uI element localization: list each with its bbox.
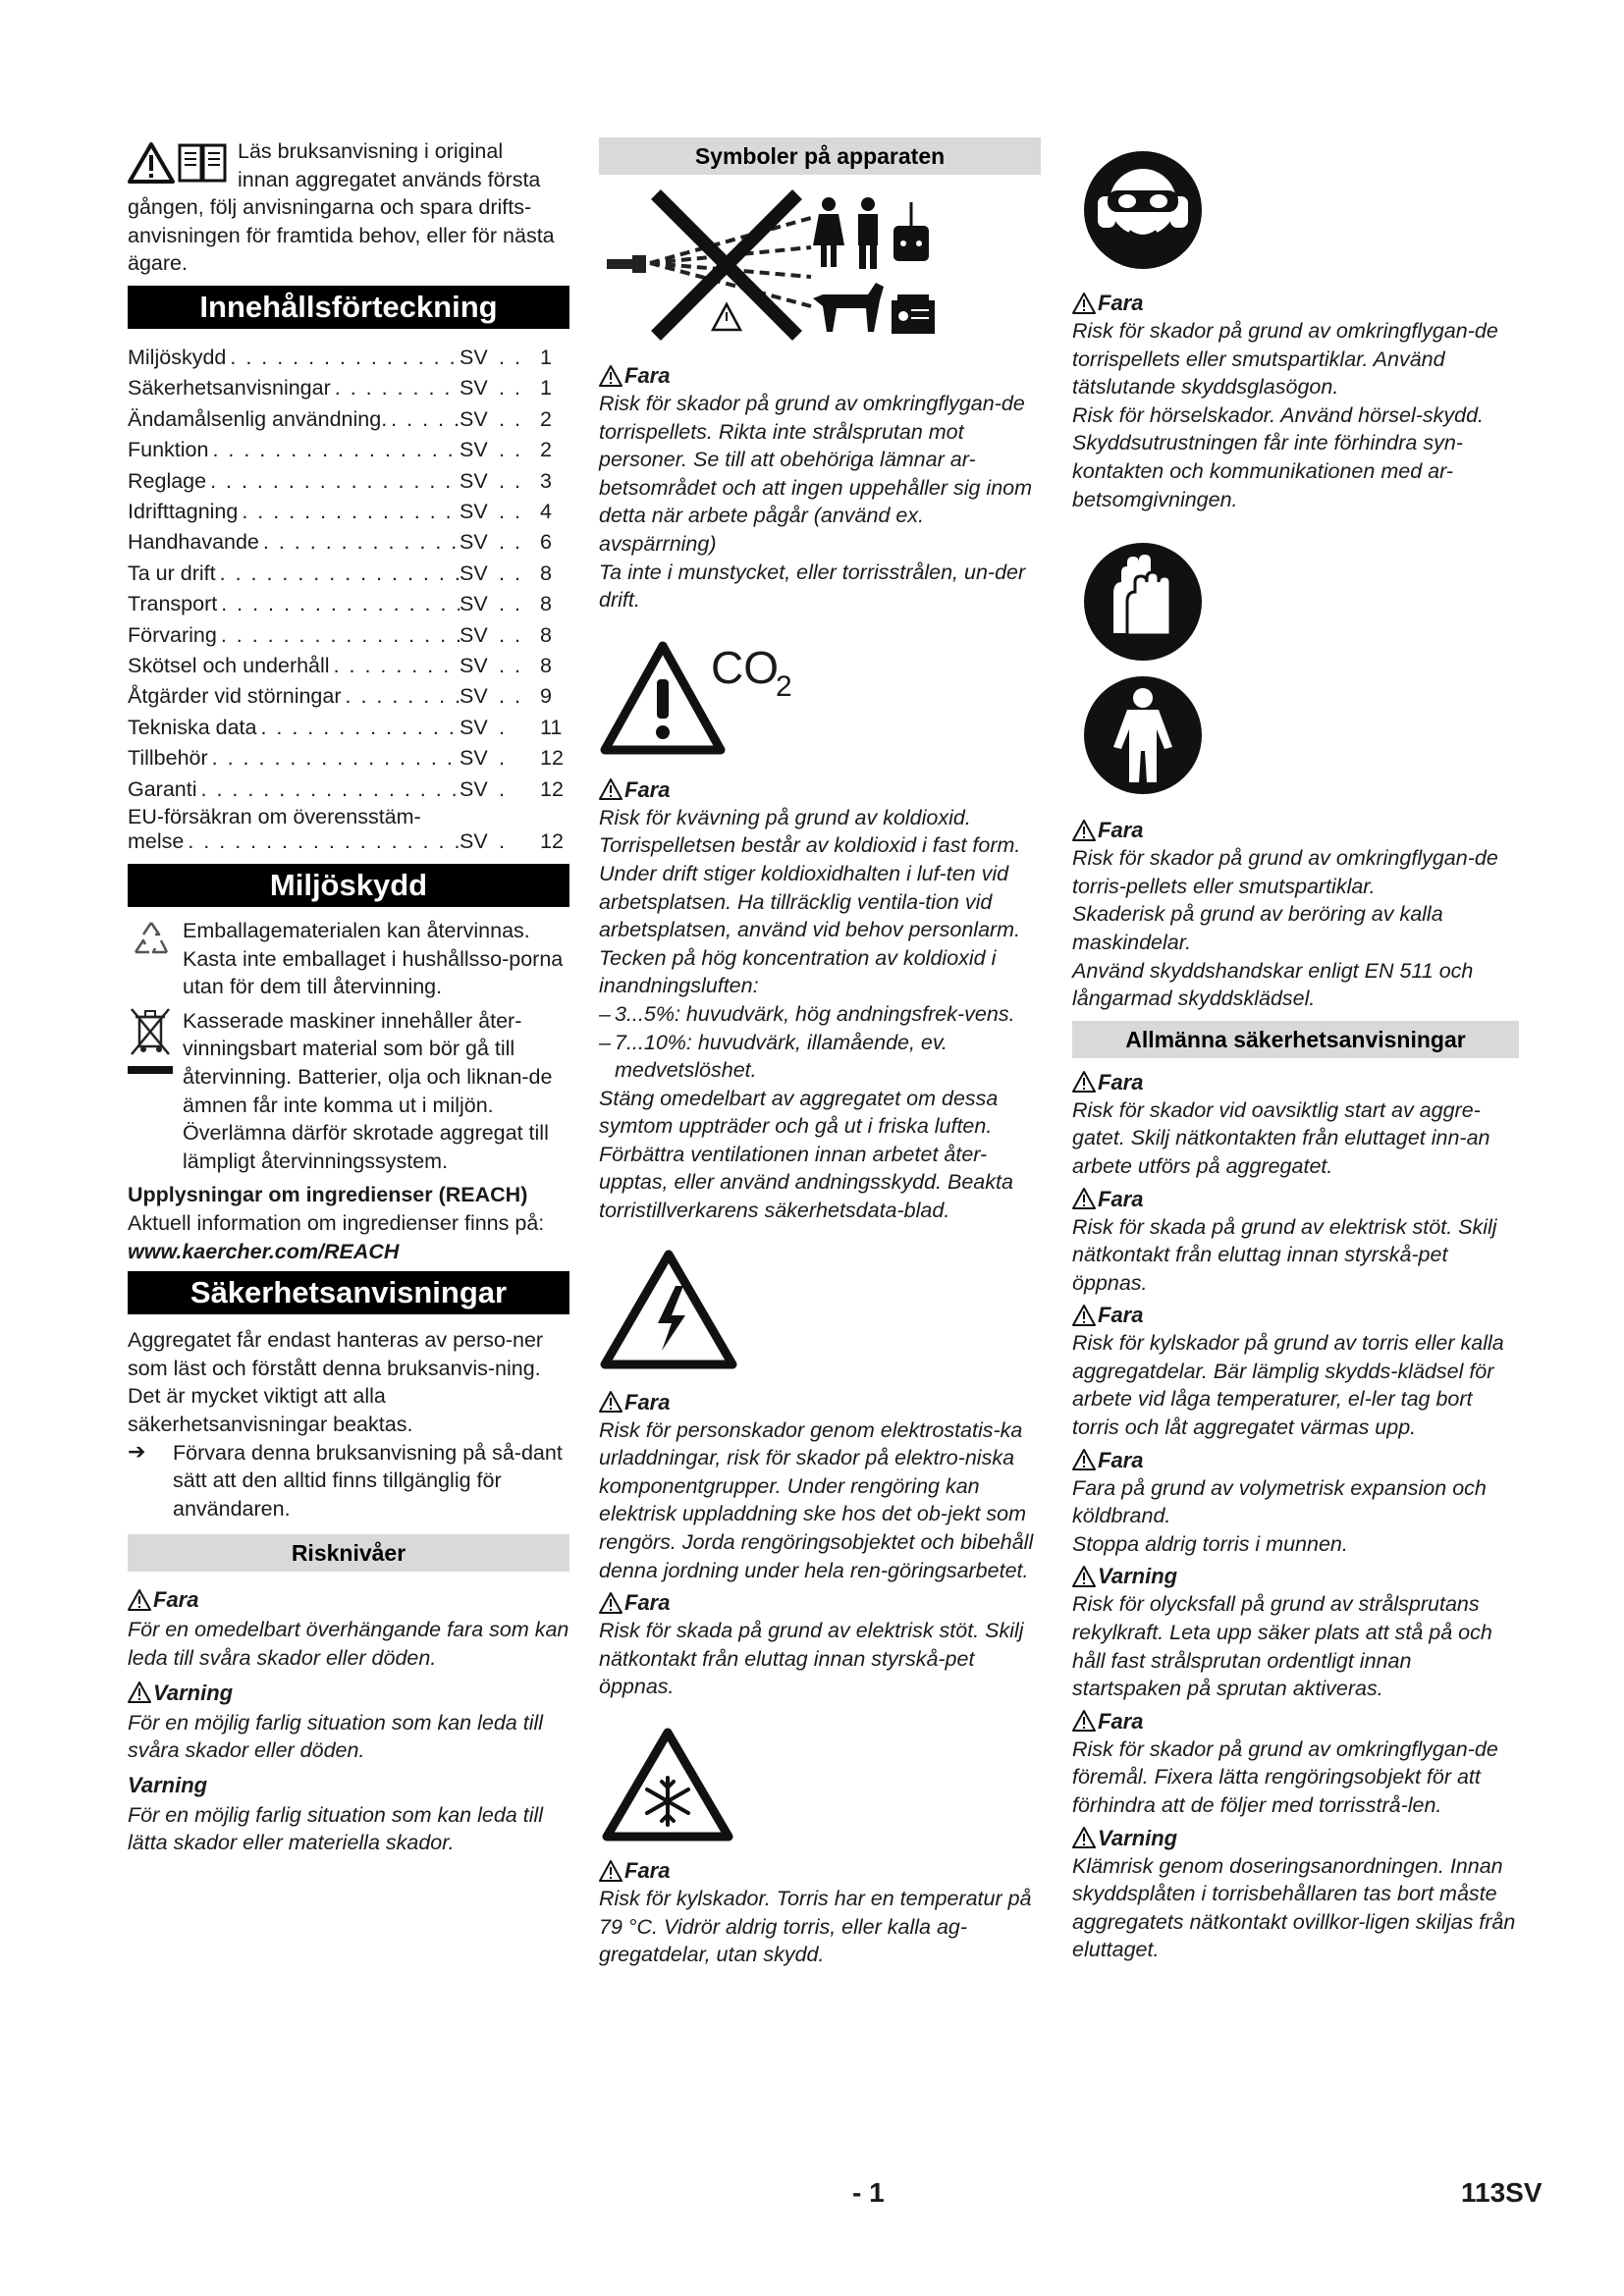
toc-last-sep: .: [499, 829, 507, 854]
toc-item-title: Garanti: [128, 776, 197, 801]
general-fara-heading-4: Fara: [1072, 1446, 1519, 1474]
toc-item-page: 11: [540, 715, 563, 739]
col3-fara-heading-1: Fara: [1072, 289, 1519, 317]
toc-item-sep: . .: [499, 654, 522, 678]
column-middle: [599, 137, 1041, 1969]
page-code: 113SV: [1461, 2177, 1543, 2208]
toc-item-sep: . .: [499, 500, 522, 523]
toc-item-title: Ändamålsenlig användning.: [128, 406, 388, 431]
co2-subscript: 2: [776, 669, 792, 703]
reach-text: Aktuell information om ingredienser finns på:: [128, 1211, 545, 1235]
toc-item-sep: .: [499, 776, 507, 801]
toc-item-page: 3: [540, 468, 552, 493]
symbols-text-2: Risk för kvävning på grund av koldioxid. Torrispelletsen består av koldioxid i fast form. Under drift stiger koldioxidhalten i luf-ten vid arbetsplatsen. Ha tillräcklig ventila-tion vid arbetsplatsen, använd vid behov personlarm. Tecken på hög koncentration av koldioxid i inandningsluften:: [599, 805, 1021, 998]
toc-item-lang: SV: [460, 592, 488, 616]
manual-book-icon: [177, 141, 228, 185]
general-varning-heading-1: Varning: [1072, 1562, 1519, 1590]
risk-heading: Risknivåer: [128, 1534, 569, 1572]
general-text-2: Risk för skada på grund av elektrisk stöt. Skilj nätkontakt från eluttag innan styrskå-pet öppnas.: [1072, 1214, 1497, 1295]
toc-item-title: Reglage: [128, 468, 207, 493]
toc-item-lang: SV: [460, 438, 488, 462]
recycle-text: Emballagematerialen kan återvinnas. Kasta inte emballaget i hushållsso-porna utan för dem till återvinning.: [183, 919, 564, 999]
weee-text: Kasserade maskiner innehåller åter-vinningsbart material som bör gå till återvinning. Batterier, olja och liknan-de ämnen får inte komma ut i miljön. Överlämna därför skrotade aggregat till lämpligt återvinningssystem.: [183, 1008, 553, 1173]
toc-item-page: 6: [540, 530, 552, 555]
symbols-text-1: Risk för skador på grund av omkringflygan-de torrispellets. Rikta inte strålsprutan mot personer. Se till att obehöriga lämnar ar-betsområdet och att ingen uppehåller sig inom detta när arbete pågår (använd ex. avspärrning): [599, 392, 1033, 556]
col3-text-1: Risk för skador på grund av omkringflygan-de torrispellets eller smutspartiklar. Använd tätslutande skyddsglasögon.: [1072, 319, 1498, 400]
toc-item-title: Funktion: [128, 438, 209, 462]
protective-suit-icon: [1080, 672, 1206, 798]
intro-icons: [128, 141, 230, 185]
col3-text-1b: Risk för hörselskador. Använd hörsel-skydd.: [1072, 402, 1485, 427]
arrow-icon: ➔: [128, 1438, 146, 1464]
weee-row: [128, 1007, 569, 1176]
general-text-5: Risk för olycksfall på grund av strålsprutans rekylkraft. Leta upp säker plats att stå på och håll fast strålsprutan ordentligt innan startspaken på sprutan aktiveras.: [1072, 1592, 1492, 1701]
toc-item-lang: SV: [460, 345, 488, 369]
symbols-heading: Symboler på apparaten: [599, 137, 1041, 175]
warning-triangle-icon: [1072, 1187, 1096, 1210]
warning-triangle-icon: [599, 1859, 623, 1883]
col3-text-1c: Skyddsutrustningen får inte förhindra syn-kontakten och kommunikationen med ar-betsomgivningen.: [1072, 431, 1463, 511]
page-number: - 1: [852, 2177, 885, 2208]
risk-varning2-text: För en möjlig farlig situation som kan leda till lätta skador eller materiella skador.: [128, 1802, 544, 1855]
toc-item-title: Miljöskydd: [128, 345, 227, 369]
toc-item-lang: SV: [460, 715, 488, 739]
toc-item-sep: . .: [499, 438, 522, 462]
goggles-ear-protection-icon: [1080, 147, 1206, 273]
toc-item-title: Handhavande: [128, 530, 259, 555]
toc-item-lang: SV: [460, 776, 488, 801]
toc-item-page: 1: [540, 376, 552, 400]
toc-item[interactable]: [128, 681, 569, 712]
warning-triangle-icon: [599, 777, 623, 801]
warning-triangle-icon: [1072, 1565, 1096, 1588]
risk-varning-text: För en möjlig farlig situation som kan leda till svåra skador eller döden.: [128, 1710, 544, 1763]
symbols-fara-heading-3: Fara: [599, 1388, 1041, 1416]
toc-item-title: Skötsel och underhåll: [128, 654, 330, 678]
toc-item[interactable]: [128, 435, 569, 465]
symbols-fara-heading-2: Fara: [599, 775, 1041, 804]
toc-item-page: 2: [540, 406, 552, 431]
co2-warning-icon: [599, 640, 815, 758]
toc-item-sep: . .: [499, 622, 522, 647]
toc-item[interactable]: [128, 774, 569, 805]
toc-item[interactable]: [128, 651, 569, 681]
toc-item-lang: SV: [460, 684, 488, 709]
toc-item[interactable]: [128, 466, 569, 497]
toc-item-sep: . .: [499, 406, 522, 431]
toc-item-page: 1: [540, 345, 552, 369]
general-fara-heading-5: Fara: [1072, 1707, 1519, 1735]
toc-item-sep: . .: [499, 376, 522, 400]
col3-fara-heading-2: Fara: [1072, 816, 1519, 844]
env-heading: Miljöskydd: [128, 864, 569, 907]
toc-item-page: 8: [540, 622, 552, 647]
reach-link[interactable]: www.kaercher.com/REACH: [128, 1239, 400, 1263]
toc-item-lang: SV: [460, 622, 488, 647]
toc-item-page: 8: [540, 592, 552, 616]
toc-item-page: 2: [540, 438, 552, 462]
toc-heading: Innehållsförteckning: [128, 286, 569, 329]
warning-triangle-icon: [1072, 819, 1096, 842]
toc-last-title-2: melse: [128, 829, 185, 854]
toc-item[interactable]: [128, 743, 569, 774]
warning-triangle-icon: [1072, 1304, 1096, 1327]
toc-item[interactable]: [128, 589, 569, 619]
toc-item[interactable]: [128, 373, 569, 403]
toc-item[interactable]: [128, 713, 569, 743]
toc-item-sep: .: [499, 715, 507, 739]
recycle-icon: [128, 917, 175, 964]
warning-triangle-icon: [1072, 292, 1096, 315]
toc-last-item[interactable]: [128, 805, 569, 854]
toc-item[interactable]: [128, 620, 569, 651]
risk-varning2-heading: Varning: [128, 1772, 208, 1797]
column-left: [128, 137, 569, 1857]
symbols-text-4: Risk för skada på grund av elektrisk stöt. Skilj nätkontakt från eluttag innan styrskå-pet öppnas.: [599, 1619, 1024, 1699]
general-text-7: Klämrisk genom doseringsanordningen. Innan skyddsplåten i torrisbehållaren tas bort måste aggregatets nätkontakt ovillkor-ligen skiljas från eluttaget.: [1072, 1853, 1516, 1962]
symbols-dash-1: – 3...5%: huvudvärk, hög andningsfrek-vens.: [599, 1001, 1015, 1026]
risk-varning-heading: Varning: [128, 1679, 569, 1707]
col3-text-2c: Använd skyddshandskar enligt EN 511 och långarmad skyddsklädsel.: [1072, 958, 1474, 1011]
toc-item-title: Åtgärder vid störningar: [128, 684, 342, 709]
toc-item-lang: SV: [460, 561, 488, 585]
symbols-text-2b: Stäng omedelbart av aggregatet om dessa symtom uppträder och gå ut i friska luften. Förbättra ventilationen innan arbetet åter-upptas, eller använd andningsskydd. Beakta torristillverkarens säkerhetsdata-blad.: [599, 1086, 1013, 1223]
toc-item-sep: . .: [499, 592, 522, 616]
general-text-1: Risk för skador vid oavsiktlig start av aggre-gatet. Skilj nätkontakten från eluttaget inn-an arbete utförs på aggregatet.: [1072, 1097, 1490, 1178]
toc-item-lang: SV: [460, 376, 488, 400]
toc-item-page: 12: [540, 746, 564, 771]
general-text-4b: Stoppa aldrig torris i munnen.: [1072, 1531, 1348, 1556]
symbols-text-1b: Ta inte i munstycket, eller torrisstrålen, un-der drift.: [599, 560, 1026, 613]
warning-triangle-icon: [128, 141, 175, 185]
general-fara-heading-2: Fara: [1072, 1185, 1519, 1213]
toc-last-page: 12: [540, 829, 564, 854]
toc-item-page: 8: [540, 561, 552, 585]
toc-item-sep: . .: [499, 684, 522, 709]
toc-item[interactable]: [128, 404, 569, 435]
toc-item-page: 4: [540, 500, 552, 523]
symbols-fara-heading-4: Fara: [599, 1588, 1041, 1617]
gloves-icon: [1080, 539, 1206, 665]
toc-item[interactable]: [128, 559, 569, 589]
toc-item[interactable]: [128, 527, 569, 558]
toc-item-sep: . .: [499, 345, 522, 369]
warning-triangle-icon: [128, 1681, 151, 1704]
col3-text-2: Risk för skador på grund av omkringflygan-de torris-pellets eller smutspartiklar.: [1072, 846, 1498, 898]
toc-item-title: Idrifttagning: [128, 500, 239, 523]
toc-item-title: Ta ur drift: [128, 561, 216, 585]
general-text-6: Risk för skador på grund av omkringflygan-de föremål. Fixera lätta rengöringsobjekt för att förhindra att de följer med torrisstrå-len.: [1072, 1736, 1498, 1817]
toc-item-lang: SV: [460, 468, 488, 493]
warning-triangle-icon: [1072, 1709, 1096, 1733]
toc-item-title: Tekniska data: [128, 715, 257, 739]
general-safety-heading: Allmänna säkerhetsanvisningar: [1072, 1021, 1519, 1058]
cold-hazard-icon: [599, 1727, 736, 1844]
toc-item-lang: SV: [460, 530, 488, 555]
toc-item-lang: SV: [460, 746, 488, 771]
col3-text-2b: Skaderisk på grund av beröring av kalla maskindelar.: [1072, 902, 1443, 954]
toc-item[interactable]: [128, 497, 569, 527]
toc-item-page: 8: [540, 654, 552, 678]
toc-last-lang: SV: [460, 829, 488, 854]
symbols-fara-heading-1: Fara: [599, 361, 1041, 390]
toc-item-sep: . .: [499, 561, 522, 585]
intro-text: gången, följ anvisningarna och spara drifts-anvisningen för framtida behov, eller för nästa ägare.: [128, 195, 555, 276]
general-fara-heading-3: Fara: [1072, 1301, 1519, 1329]
general-fara-heading-1: Fara: [1072, 1068, 1519, 1096]
symbols-dash-2: – 7...10%: huvudvärk, illamående, ev. medvetslöshet.: [599, 1030, 948, 1083]
toc-item-lang: SV: [460, 654, 488, 678]
recycle-row: [128, 917, 569, 1001]
risk-fara-text: För en omedelbart överhängande fara som kan leda till svåra skador eller döden.: [128, 1618, 569, 1670]
warning-triangle-icon: [599, 1591, 623, 1615]
crossed-bin-icon: [128, 1007, 175, 1078]
intro-block: [128, 137, 569, 278]
symbols-text-5: Risk för kylskador. Torris har en temperatur på 79 °C. Vidrör aldrig torris, eller kalla ag-gregatdelar, utan skydd.: [599, 1887, 1032, 1967]
column-right: [1072, 147, 1519, 1964]
toc-item-title: Förvaring: [128, 622, 217, 647]
warning-triangle-icon: [599, 364, 623, 388]
safety-arrow-item: [128, 1439, 569, 1523]
warning-triangle-icon: [128, 1588, 151, 1612]
risk-fara-heading: Fara: [128, 1585, 569, 1614]
reach-heading: Upplysningar om ingredienser (REACH): [128, 1183, 528, 1207]
intro-line-1: Läs bruksanvisning i original: [238, 139, 504, 163]
toc-item-title: Transport: [128, 592, 218, 616]
warning-triangle-icon: [1072, 1826, 1096, 1849]
general-varning-heading-2: Varning: [1072, 1824, 1519, 1852]
warning-triangle-icon: [599, 1390, 623, 1414]
toc-item-sep: . .: [499, 530, 522, 555]
toc-item-title: Tillbehör: [128, 746, 208, 771]
safety-heading: Säkerhetsanvisningar: [128, 1271, 569, 1314]
toc-last-title-1: EU-försäkran om överensstäm-: [128, 805, 421, 829]
toc-item-page: 9: [540, 684, 552, 709]
safety-arrow-text: Förvara denna bruksanvisning på så-dant sätt att den alltid finns tillgänglig för användaren.: [173, 1440, 563, 1521]
toc-item-page: 12: [540, 776, 564, 801]
toc-item-sep: .: [499, 746, 507, 771]
intro-line-2: innan aggregatet används första: [238, 167, 541, 191]
toc-list: [128, 343, 569, 805]
general-text-4: Fara på grund av volymetrisk expansion och köldbrand.: [1072, 1475, 1487, 1528]
toc-item-title: Säkerhetsanvisningar: [128, 376, 331, 400]
toc-item-sep: . .: [499, 468, 522, 493]
general-text-3: Risk för kylskador på grund av torris eller kalla aggregatdelar. Bär lämplig skydds-klädsel för arbete vid låga temperaturer, el-ler tag bort torris och låt aggregatet värmas upp.: [1072, 1331, 1504, 1440]
toc-item[interactable]: [128, 343, 569, 373]
toc-item-lang: SV: [460, 406, 488, 431]
electric-shock-icon: [595, 1247, 742, 1374]
warning-triangle-icon: [1072, 1070, 1096, 1094]
co2-label: CO: [711, 641, 779, 693]
toc-item-lang: SV: [460, 500, 488, 523]
no-spray-at-people-icon: [605, 188, 958, 346]
warning-triangle-icon: [1072, 1448, 1096, 1471]
symbols-fara-heading-5: Fara: [599, 1856, 1041, 1885]
safety-intro: Aggregatet får endast hanteras av perso-ner som läst och förstått denna bruksanvis-ning. Det är mycket viktigt att alla säkerhetsanvisningar beaktas.: [128, 1328, 544, 1436]
symbols-text-3: Risk för personskador genom elektrostatis-ka urladdningar, risk för skador på elektro-niska komponentgrupper. Under rengöring kan elektrisk uppladdning ske hos det ob-jekt som rengörs. Jorda rengöringsobjektet och bibehåll denna jordning under hela ren-göringsarbetet.: [599, 1417, 1034, 1582]
